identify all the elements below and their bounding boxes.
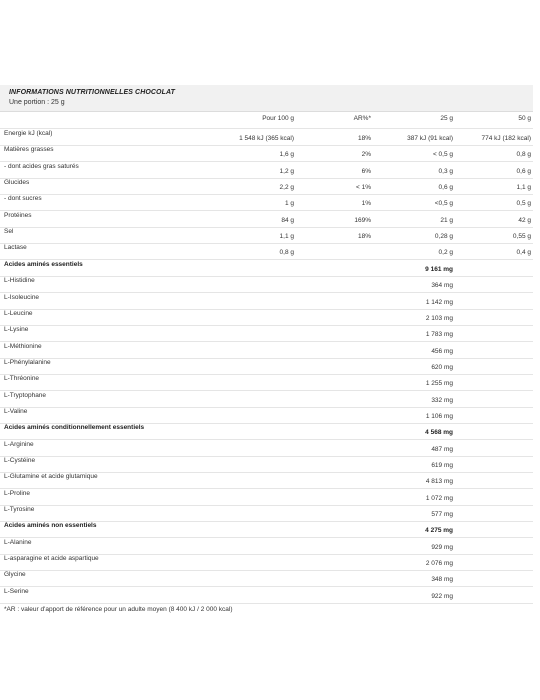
value-per100: 84 g [281, 216, 294, 224]
value-per100: 2,2 g [279, 184, 294, 192]
value-25g: 929 mg [431, 543, 453, 551]
row-label: L-Glutamine et acide glutamique [4, 473, 98, 481]
row-label: Protéines [4, 211, 32, 219]
table-row [0, 587, 533, 604]
table-row [0, 342, 533, 359]
table-row [0, 391, 533, 408]
row-label: L-Isoleucine [4, 293, 40, 301]
value-per100: 1,1 g [279, 233, 294, 241]
row-label: - dont sucres [4, 195, 42, 203]
row-label: Sel [4, 228, 14, 236]
table-row [0, 472, 533, 489]
value-per100: 1 548 kJ (365 kcal) [239, 135, 294, 142]
value-25g: 487 mg [431, 445, 453, 453]
table-section-row [0, 260, 533, 277]
table-row [0, 505, 533, 522]
value-25g: 0,2 g [438, 249, 453, 257]
value-25g: 1 072 mg [425, 494, 453, 502]
value-50g: 0,4 g [516, 249, 531, 257]
value-25g: 348 mg [431, 576, 453, 584]
table-row [0, 243, 533, 260]
value-25g: 0,6 g [438, 184, 453, 192]
value-25g: 577 mg [431, 511, 453, 519]
value-50g: 774 kJ (182 kcal) [481, 135, 531, 142]
row-label: L-Cystéine [4, 457, 36, 464]
row-label: L-Proline [4, 489, 31, 497]
value-50g: 0,5 g [516, 200, 531, 208]
row-label: L-Thréonine [4, 375, 40, 383]
row-label: Acides aminés conditionnellement essentiels [4, 424, 145, 432]
value-25g: 1 255 mg [425, 380, 453, 388]
value-50g: 0,55 g [512, 233, 531, 241]
table-row [0, 129, 533, 146]
row-label: Energie kJ (kcal) [4, 130, 53, 137]
value-per100: 1,6 g [279, 151, 294, 159]
col-header-ar: AR%* [353, 115, 371, 122]
value-25g: 619 mg [431, 462, 453, 469]
table-row [0, 293, 533, 310]
col-header-50g: 50 g [518, 115, 531, 122]
row-label: L-Phénylalanine [4, 358, 51, 366]
row-label: L-Serine [4, 587, 29, 595]
table-row [0, 162, 533, 179]
table-header-row [0, 112, 533, 129]
value-25g: 4 568 mg [425, 429, 453, 437]
table-row [0, 194, 533, 211]
row-label: Acides aminés essentiels [4, 260, 83, 268]
value-25g: 0,3 g [438, 167, 453, 175]
value-ar: 18% [357, 233, 371, 241]
row-label: Matières grasses [4, 146, 54, 154]
table-row [0, 309, 533, 326]
value-50g: 0,8 g [516, 151, 531, 159]
row-label: L-Histidine [4, 277, 35, 285]
value-50g: 0,6 g [516, 167, 531, 175]
row-label: Acides aminés non essentiels [4, 522, 97, 530]
row-label: L-Leucine [4, 309, 33, 317]
value-25g: 4 813 mg [425, 478, 453, 486]
footnote: *AR : valeur d'apport de référence pour un adulte moyen (8 400 kJ / 2 000 kcal) [4, 606, 233, 614]
value-25g: 1 783 mg [425, 331, 453, 339]
value-25g: 332 mg [431, 396, 453, 404]
value-25g: 9 161 mg [425, 265, 453, 273]
table-section-row [0, 423, 533, 440]
row-label: L-Méthionine [4, 342, 42, 350]
row-label: L-Arginine [4, 440, 34, 448]
value-25g: 1 106 mg [425, 412, 453, 420]
value-25g: < 0,5 g [432, 151, 453, 159]
nutrition-title-bar [0, 85, 533, 112]
row-label: L-Tryptophane [4, 391, 47, 399]
row-label: L-Lysine [4, 326, 29, 334]
value-ar: 2% [361, 151, 371, 159]
value-ar: 18% [357, 135, 371, 142]
value-25g: 364 mg [431, 282, 453, 290]
table-section-row [0, 521, 533, 538]
table-row [0, 276, 533, 293]
value-per100: 1 g [284, 200, 294, 208]
value-25g: 620 mg [431, 363, 453, 371]
table-row [0, 145, 533, 162]
value-25g: 456 mg [431, 347, 453, 355]
table-row [0, 554, 533, 571]
value-25g: 387 kJ (91 kcal) [407, 135, 453, 142]
table-row [0, 374, 533, 391]
table-row [0, 358, 533, 375]
value-ar: 1% [361, 200, 371, 208]
table-row [0, 440, 533, 457]
value-ar: < 1% [356, 184, 371, 192]
value-25g: 2 103 mg [425, 314, 453, 322]
value-50g: 1,1 g [516, 184, 531, 192]
value-25g: 0,28 g [434, 233, 453, 241]
value-per100: 0,8 g [279, 249, 294, 257]
value-ar: 6% [361, 167, 371, 175]
value-25g: <0,5 g [434, 200, 453, 208]
table-row [0, 570, 533, 587]
row-label: Glycine [4, 571, 26, 579]
col-header-per100: Pour 100 g [262, 115, 294, 122]
value-ar: 169% [354, 216, 371, 224]
table-row [0, 456, 533, 473]
value-25g: 21 g [440, 216, 453, 224]
table-row [0, 489, 533, 506]
serving-size: Une portion : 25 g [9, 99, 65, 106]
value-25g: 2 076 mg [425, 560, 453, 568]
row-label: Glucides [4, 179, 30, 187]
table-row [0, 211, 533, 228]
row-label: L-Tyrosine [4, 506, 35, 514]
value-25g: 4 275 mg [425, 527, 453, 535]
table-row [0, 407, 533, 424]
value-25g: 922 mg [431, 592, 453, 600]
nutrition-title: INFORMATIONS NUTRITIONNELLES CHOCOLAT [9, 89, 175, 96]
value-per100: 1,2 g [279, 167, 294, 175]
col-header-25g: 25 g [440, 115, 453, 122]
row-label: - dont acides gras saturés [4, 162, 79, 170]
table-row [0, 227, 533, 244]
value-50g: 42 g [518, 216, 531, 224]
table-row [0, 538, 533, 555]
row-label: Lactase [4, 244, 27, 252]
row-label: L-Valine [4, 407, 28, 415]
row-label: L-asparagine et acide aspartique [4, 555, 99, 563]
value-25g: 1 142 mg [425, 298, 453, 306]
table-row [0, 325, 533, 342]
table-row [0, 178, 533, 195]
row-label: L-Alanine [4, 538, 32, 546]
